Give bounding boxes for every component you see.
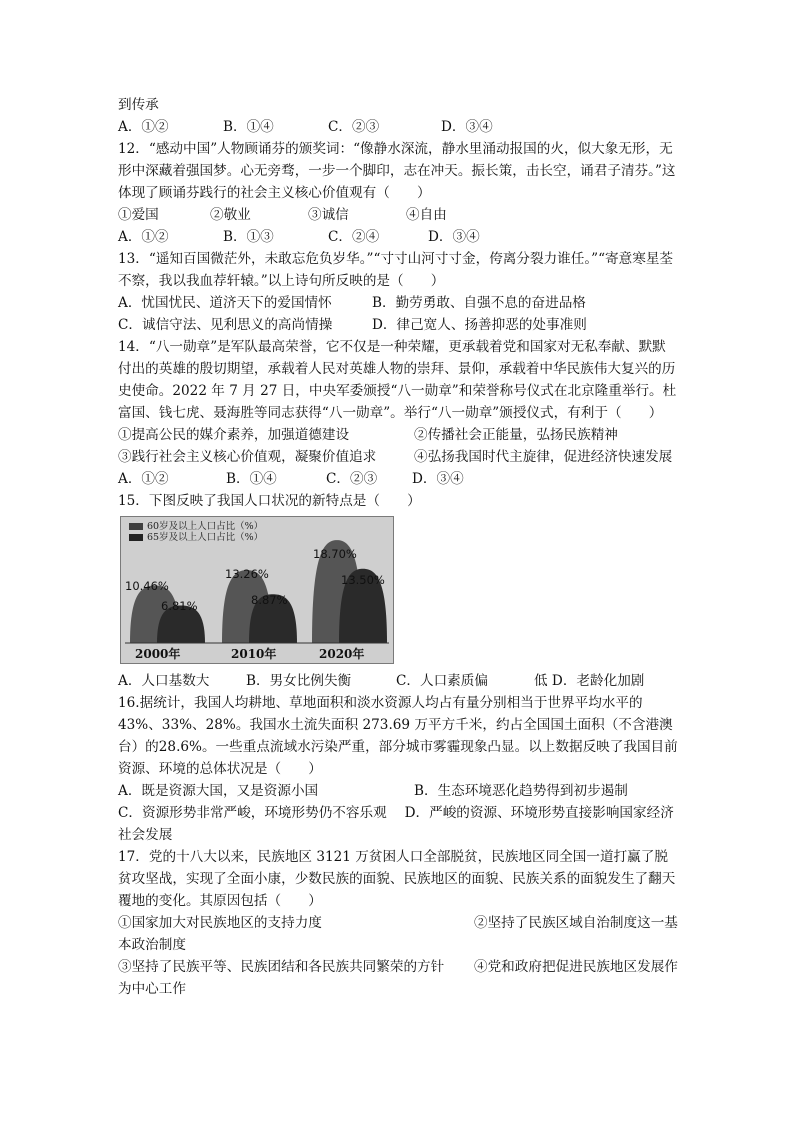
data-label-2020-65: 13.50% [341, 573, 385, 587]
q17-items-row1 [118, 912, 678, 956]
option-d[interactable]: D．律己宽人、扬善抑恶的处事准则 [372, 317, 587, 333]
data-label-2020-60: 18.70% [313, 547, 357, 561]
q14-text: 14．“八一勋章”是军队最高荣誉，它不仅是一种荣耀，更承载着党和国家对无私奉献、默默付出的英雄的殷切期望，承载着人民对英雄人物的崇拜、景仰，承载着中华民族伟大复兴的历史使命。2022 年 7 月 27 日，中央军委颁授“八一勋章”和荣誉称号仪式在北京隆重举行。杜富国、钱七虎、聂海胜等同志获得“八一勋章”。举行“八一勋章”颁授仪式，有利于（ ） [118, 339, 677, 421]
q17-items-row2 [118, 956, 678, 1000]
item-2: ②敬业 [210, 207, 251, 223]
item-3: ③坚持了民族平等、民族团结和各民族共同繁荣的方针 [118, 959, 445, 975]
option-b[interactable]: B．①④ [223, 119, 274, 135]
option-d[interactable]: D．③④ [412, 471, 464, 487]
q12-options [118, 226, 678, 248]
option-c[interactable]: C．②④ [328, 229, 380, 245]
option-c[interactable]: C．②③ [328, 119, 380, 135]
q13-options-row2 [118, 314, 678, 336]
q11-options [118, 116, 678, 138]
category-label-2000: 2000年 [135, 647, 181, 661]
option-c[interactable]: C．资源形势非常严峻，环境形势仍不容乐观 [118, 805, 387, 821]
option-a[interactable]: A．人口基数大 [118, 673, 210, 689]
data-label-2000-65: 6.81% [161, 599, 198, 613]
q12-text: 12．“感动中国”人物顾诵芬的颁奖词：“像静水深流，静水里涌动报国的火，似大象无形，无形中深藏着强国梦。心无旁骛，一步一个脚印，志在冲天。振长策，击长空，诵君子清芬。”这体现了顾诵芬践行的社会主义核心价值观有（ ） [118, 141, 676, 201]
option-b[interactable]: B．生态环境恶化趋势得到初步遏制 [414, 783, 628, 799]
option-a[interactable]: A．①② [118, 229, 169, 245]
item-2: ②传播社会正能量，弘扬民族精神 [414, 427, 618, 443]
option-b[interactable]: B．男女比例失衡 [246, 673, 352, 689]
option-c[interactable]: C．②③ [326, 471, 378, 487]
chart-legend [129, 521, 263, 543]
item-3: ③践行社会主义核心价值观，凝聚价值追求 [118, 449, 377, 465]
q15-options [118, 670, 678, 692]
q17-text: 17．党的十八大以来，民族地区 3121 万贫困人口全部脱贫，民族地区同全国一道打赢了脱贫攻坚战，实现了全面小康，少数民族的面貌、民族地区的面貌、民族关系的面貌发生了翻天覆地的变化。其原因包括（ ） [118, 849, 676, 909]
option-c[interactable]: C．人口素质偏 [396, 673, 488, 689]
item-1: ①国家加大对民族地区的支持力度 [118, 915, 322, 931]
q14-items-row1 [118, 424, 678, 446]
option-b[interactable]: B．①③ [223, 229, 274, 245]
option-d[interactable]: D．严峻的资源、环境形势直接影响国家经济社会发展 [118, 805, 674, 843]
legend-item-65: 65岁及以上人口占比（%） [129, 532, 263, 543]
data-label-2010-60: 13.26% [225, 567, 269, 581]
option-b[interactable]: B．勤劳勇敢、自强不息的奋进品格 [372, 295, 586, 311]
q15-text: 15．下图反映了我国人口状况的新特点是（ ） [118, 493, 421, 509]
item-2: ②坚持了民族区域自治制度这一基本政治制度 [118, 915, 678, 953]
item-3: ③诚信 [308, 207, 349, 223]
population-aging-chart [120, 516, 394, 664]
continuation-text: 到传承 [118, 97, 159, 113]
legend-item-60: 60岁及以上人口占比（%） [129, 521, 263, 532]
item-4: ④弘扬我国时代主旋律，促进经济快速发展 [414, 449, 673, 465]
option-d[interactable]: 低 D．老龄化加剧 [534, 673, 645, 689]
option-d[interactable]: D．③④ [428, 229, 480, 245]
option-b[interactable]: B．①④ [226, 471, 277, 487]
q16-text: 16.据统计，我国人均耕地、草地面积和淡水资源人均占有量分别相当于世界平均水平的43%、33%、28%。我国水土流失面积 273.69 万平方千米，约占全国国土面积（不含港澳台）的28.6%。一些重点流域水污染严重，部分城市雾霾现象凸显。以上数据反映了我国目前资源、环境的总体状况是（ ） [118, 695, 678, 777]
item-1: ①爱国 [118, 207, 159, 223]
option-a[interactable]: A．忧国忧民、道济天下的爱国情怀 [118, 295, 332, 311]
option-a[interactable]: A．①② [118, 471, 169, 487]
option-a[interactable]: A．①② [118, 119, 169, 135]
item-4: ④党和政府把促进民族地区发展作为中心工作 [118, 959, 678, 997]
item-1: ①提高公民的媒介素养，加强道德建设 [118, 427, 350, 443]
q16-options-row2 [118, 802, 678, 846]
category-label-2010: 2010年 [231, 647, 277, 661]
data-label-2010-65: 8.87% [251, 593, 288, 607]
q14-items-row2 [118, 446, 678, 468]
option-a[interactable]: A．既是资源大国，又是资源小国 [118, 783, 319, 799]
q12-items [118, 204, 678, 226]
item-4: ④自由 [406, 207, 447, 223]
exam-page [118, 94, 678, 1000]
option-d[interactable]: D．③④ [441, 119, 493, 135]
data-label-2000-60: 10.46% [125, 579, 169, 593]
category-label-2020: 2020年 [319, 647, 365, 661]
q13-options-row1 [118, 292, 678, 314]
q13-text: 13．“遥知百国微茫外，未敢忘危负岁华。”“寸寸山河寸寸金，侉离分裂力谁任。”“寄意寒星荃不察，我以我血荐轩辕。”以上诗句所反映的是（ ） [118, 251, 674, 289]
q14-options [118, 468, 678, 490]
q16-options-row1 [118, 780, 678, 802]
option-c[interactable]: C．诚信守法、见利思义的高尚情操 [118, 317, 333, 333]
